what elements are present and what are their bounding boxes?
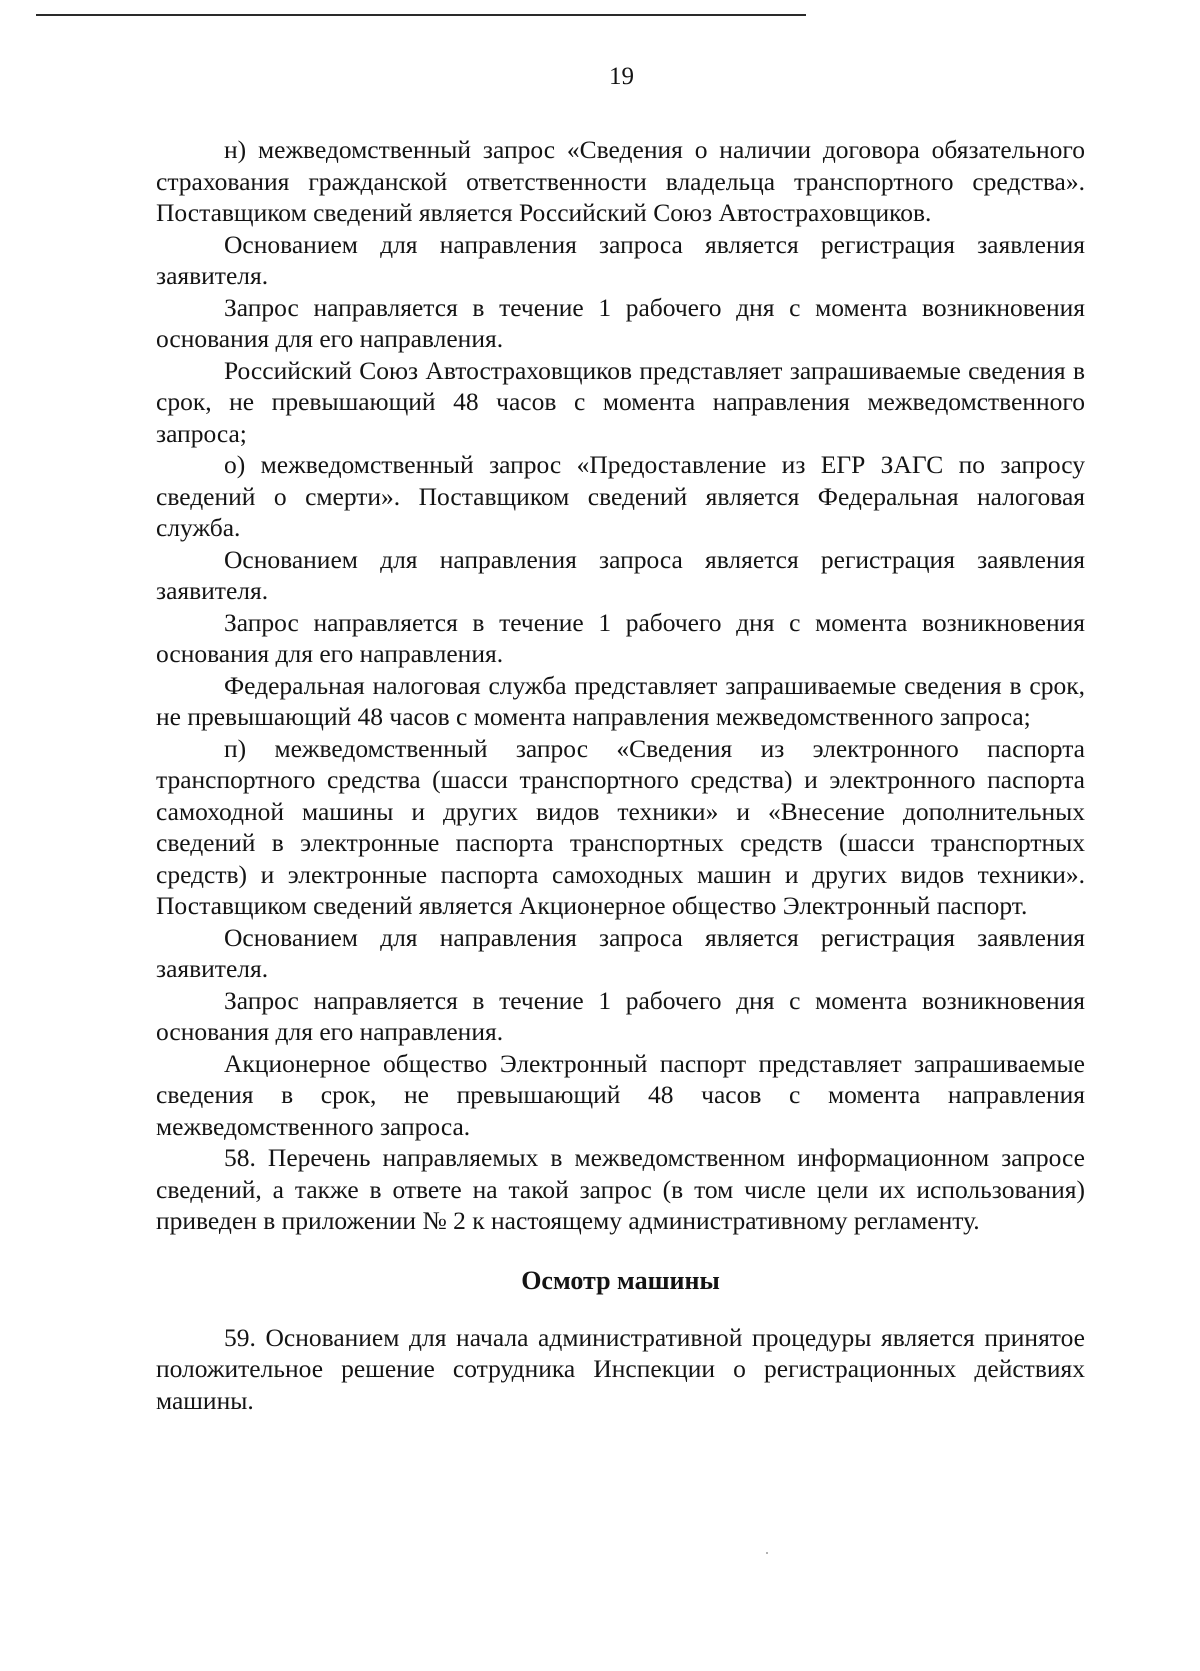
document-body [156,134,1085,1416]
scan-speck [766,1552,768,1554]
paragraph: Федеральная налоговая служба представляет запрашиваемые сведения в срок, не превышающий 48 часов с момента направления межведомственного запроса; [156,670,1085,731]
paragraph: Основанием для направления запроса является регистрация заявления заявителя. [156,922,1085,983]
paragraph: Российский Союз Автостраховщиков представляет запрашиваемые сведения в срок, не превышающий 48 часов с момента направления межведомственного запроса; [156,355,1085,448]
section-heading: Осмотр машины [521,1265,720,1295]
paragraph: Запрос направляется в течение 1 рабочего дня с момента возникновения основания для его направления. [156,292,1085,353]
paragraph-item-o: о) межведомственный запрос «Предоставление из ЕГР ЗАГС по запросу сведений о смерти». Поставщиком сведений является Федеральная налоговая служба. [156,450,1085,542]
page-number: 19 [609,63,634,90]
paragraph-item-n: н) межведомственный запрос «Сведения о наличии договора обязательного страхования гражданской ответственности владельца транспортного средства». Поставщиком сведений является Российский Союз Автостраховщиков. [156,135,1085,227]
paragraph: Основанием для направления запроса является регистрация заявления заявителя. [156,544,1085,605]
paragraph: Запрос направляется в течение 1 рабочего дня с момента возникновения основания для его направления. [156,607,1085,668]
paragraph-clause-59: 59. Основанием для начала административной процедуры является принятое положительное решение сотрудника Инспекции о регистрационных действиях машины. [156,1322,1085,1415]
paragraph: Основанием для направления запроса является регистрация заявления заявителя. [156,229,1085,290]
paragraph-clause-58: 58. Перечень направляемых в межведомственном информационном запросе сведений, а также в ответе на такой запрос (в том числе цели их использования) приведен в приложении № 2 к настоящему административному регламенту. [156,1143,1085,1235]
paragraph: Запрос направляется в течение 1 рабочего дня с момента возникновения основания для его направления. [156,985,1085,1046]
paragraph: Акционерное общество Электронный паспорт представляет запрашиваемые сведения в срок, не превышающий 48 часов с момента направления межведомственного запроса. [156,1048,1085,1141]
top-rule [36,14,806,16]
paragraph-item-p: п) межведомственный запрос «Сведения из электронного паспорта транспортного средства (шасси транспортного средства) и электронного паспорта самоходной машины и других видов техники» и «Внесение дополнительных сведений в электронные паспорта транспортных средств (шасси транспортных средств) и электронные паспорта самоходных машин и других видов техники». Поставщиком сведений является Акционерное общество Электронный паспорт. [156,733,1085,920]
